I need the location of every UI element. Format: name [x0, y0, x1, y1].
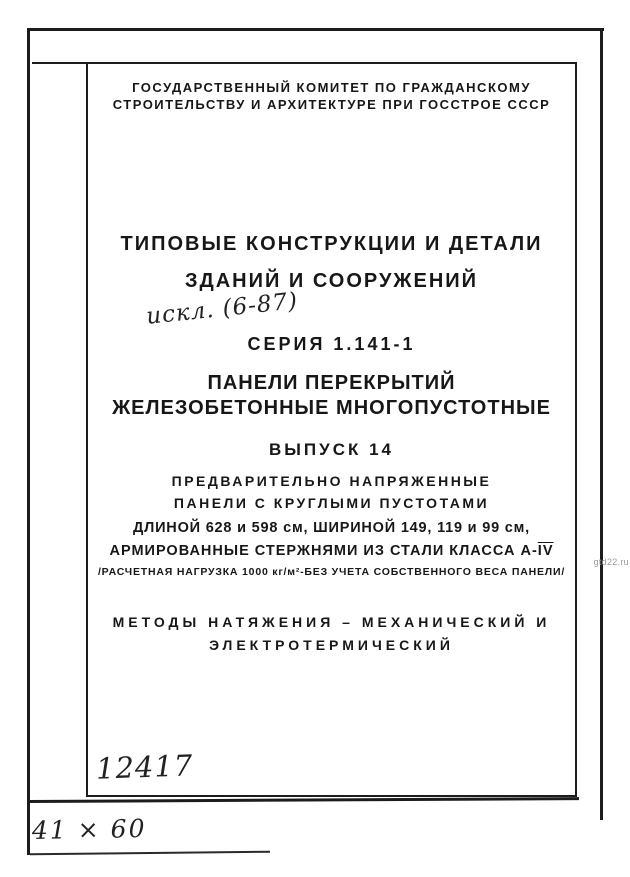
outer-frame-right-line	[600, 28, 603, 820]
outer-frame-top-line	[27, 28, 604, 31]
handwritten-format-note: 41 × 60	[31, 814, 147, 845]
document-title	[88, 371, 575, 421]
tensioning-methods	[88, 611, 575, 657]
issuer-heading	[88, 79, 575, 113]
outer-frame-bottom-line	[27, 797, 579, 803]
inner-frame-border	[86, 62, 577, 797]
document-type-heading	[88, 226, 575, 300]
methods-line-2: ЭЛЕКТРОТЕРМИЧЕСКИЙ	[209, 637, 454, 653]
series-designation: СЕРИЯ 1.141-1	[247, 334, 416, 354]
document-type-line-2: ЗДАНИЙ И СООРУЖЕНИЙ	[184, 270, 479, 292]
issuer-line-1: ГОСУДАРСТВЕННЫЙ КОМИТЕТ ПО ГРАЖДАНСКОМУ	[132, 80, 531, 95]
document-type-line-1: ТИПОВЫЕ КОНСТРУКЦИИ И ДЕТАЛИ	[120, 233, 543, 255]
outer-frame-left-line	[27, 28, 30, 855]
title-line-2: ЖЕЛЕЗОБЕТОННЫЕ МНОГОПУСТОТНЫЕ	[112, 397, 551, 419]
reinforcement-text: АРМИРОВАННЫЕ СТЕРЖНЯМИ ИЗ СТАЛИ КЛАССА А-	[109, 543, 538, 559]
issuer-line-2: СТРОИТЕЛЬСТВУ И АРХИТЕКТУРЕ ПРИ ГОССТРОЕ СССР	[112, 97, 551, 112]
subtitle-line-2: ПАНЕЛИ С КРУГЛЫМИ ПУСТОТАМИ	[173, 495, 490, 511]
subtitle-line-1: ПРЕДВАРИТЕЛЬНО НАПРЯЖЕННЫЕ	[171, 473, 492, 489]
methods-line-1: МЕТОДЫ НАТЯЖЕНИЯ – МЕХАНИЧЕСКИЙ И	[112, 614, 551, 630]
handwritten-revision-note: искл. (6-87)	[145, 288, 300, 330]
handwritten-underline	[30, 851, 270, 856]
reinforcement-line	[88, 543, 575, 559]
steel-class-designation: $\overline{IV}$	[537, 543, 554, 559]
handwritten-inventory-number: 12417	[95, 748, 194, 786]
design-load-note: /РАСЧЕТНАЯ НАГРУЗКА 1000 кг/м²-БЕЗ УЧЕТА СОБСТВЕННОГО ВЕСА ПАНЕЛИ/	[97, 566, 566, 578]
issue-number: ВЫПУСК 14	[269, 440, 394, 459]
title-line-1: ПАНЕЛИ ПЕРЕКРЫТИЙ	[207, 372, 456, 394]
subtitle	[88, 470, 575, 514]
panel-dimensions-line: ДЛИНОЙ 628 и 598 см, ШИРИНОЙ 149, 119 и 99 см,	[132, 520, 531, 536]
site-watermark: gtd22.ru	[593, 557, 629, 567]
inner-frame-top-extension-line	[32, 62, 88, 64]
